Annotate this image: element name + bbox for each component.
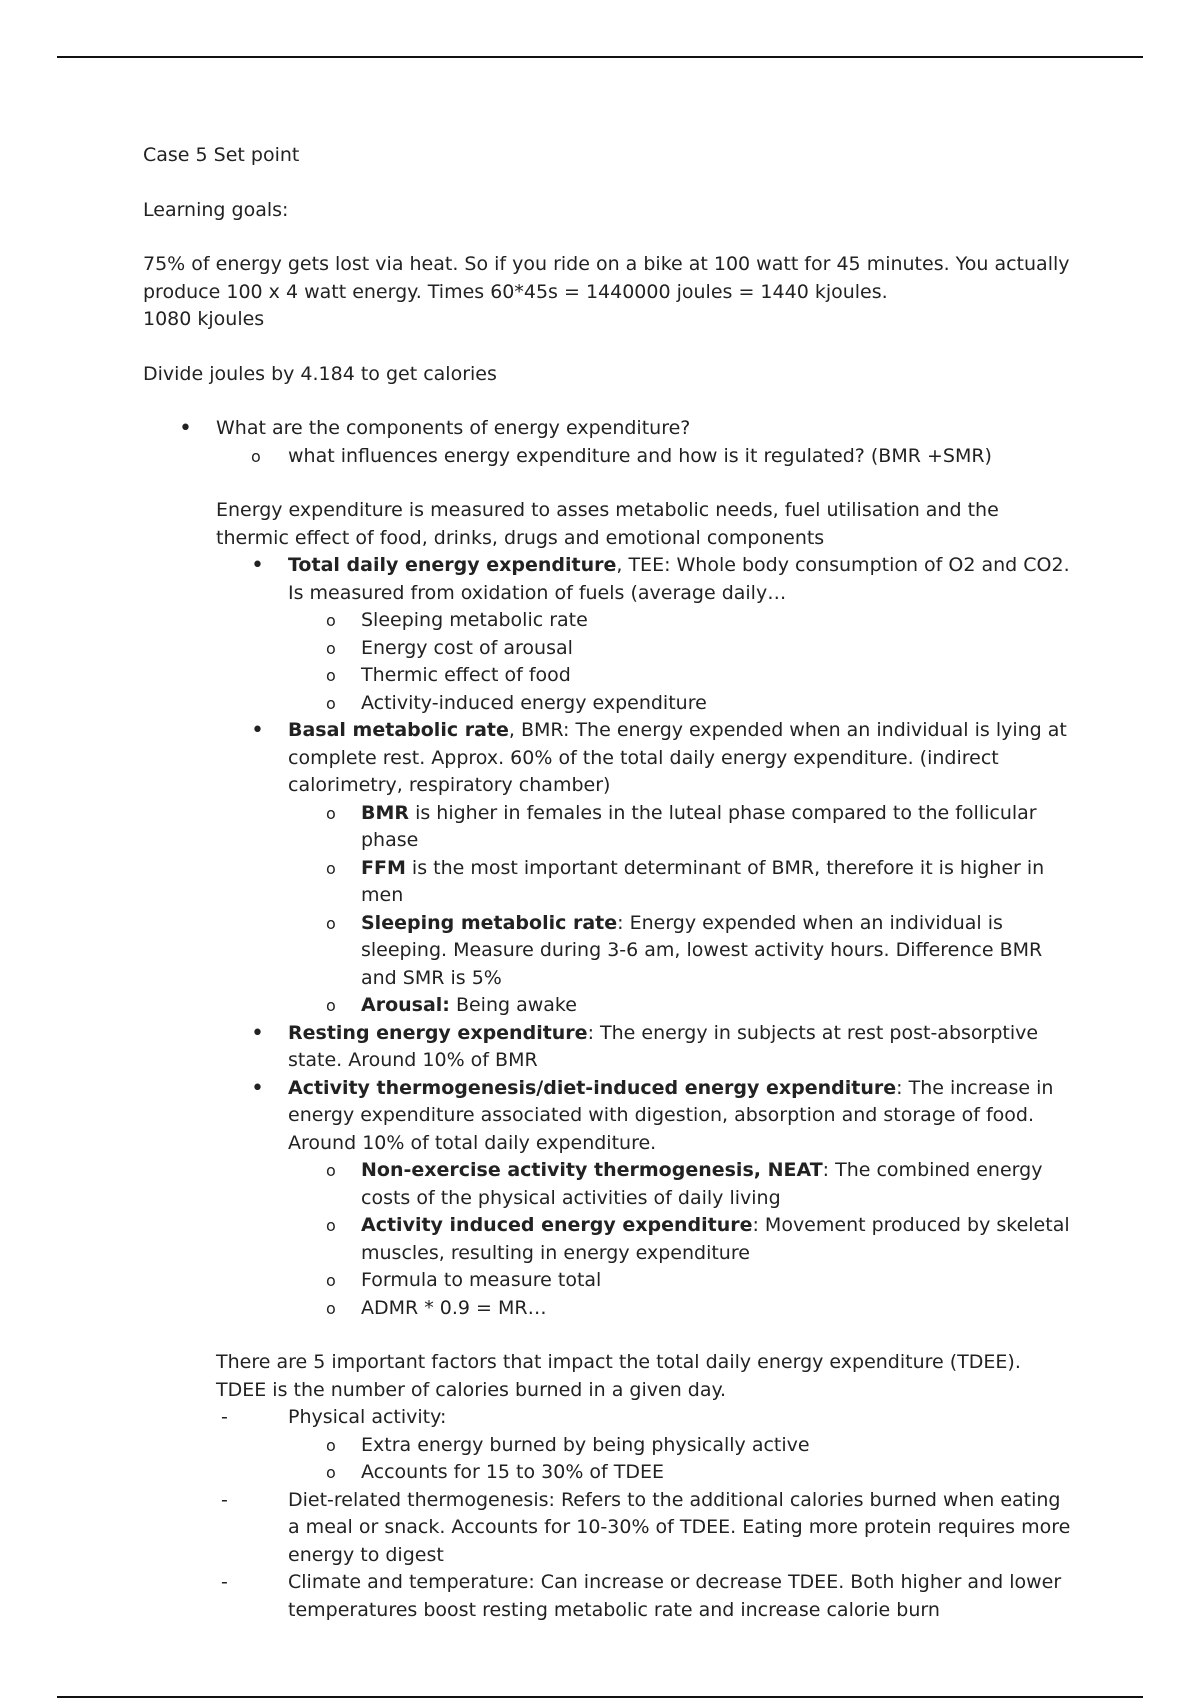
question-text: What are the components of energy expenditure? — [216, 417, 691, 439]
factor-subitem — [143, 1432, 1073, 1460]
document-body — [143, 142, 1073, 1624]
dash-marker: - — [221, 1571, 228, 1593]
bullet-marker: • — [179, 416, 192, 441]
circle-marker: o — [326, 913, 336, 933]
tee-text: , TEE: Whole body consumption of O2 and CO2. Is measured from oxidation of fuels (average daily… — [288, 554, 1070, 604]
bmr-subitem-term: Sleeping metabolic rate — [361, 911, 618, 934]
learning-goals-heading: Learning goals: — [143, 198, 289, 221]
tee-subitem — [143, 607, 1073, 635]
bmr-item — [143, 717, 1073, 800]
factor-text: Diet-related thermogenesis: Refers to the additional calories burned when eating a meal or snack. Accounts for 10-30% of TDEE. Eating more protein requires more energy to digest — [288, 1488, 1071, 1566]
circle-marker: o — [326, 996, 336, 1015]
tee-subitem — [143, 662, 1073, 690]
tee-subitem — [143, 690, 1073, 718]
bmr-text: , BMR: The energy expended when an individual is lying at complete rest. Approx. 60% of the total daily energy expenditure. (indirect calorimetry, respiratory chamber) — [288, 719, 1067, 796]
factor-item — [143, 1487, 1073, 1570]
divide-note: Divide joules by 4.184 to get calories — [143, 362, 497, 385]
factor-text: Climate and temperature: Can increase or decrease TDEE. Both higher and lower temperatures boost resting metabolic rate and increase calorie burn — [288, 1571, 1062, 1621]
circle-marker: o — [326, 1463, 336, 1482]
doc-title: Case 5 Set point — [143, 144, 300, 166]
bmr-subitem — [143, 992, 1073, 1020]
circle-marker: o — [251, 446, 261, 466]
question-subitem — [143, 443, 1073, 471]
activity-subitem — [143, 1157, 1073, 1212]
bullet-marker: • — [251, 1020, 264, 1046]
bmr-subitem-text: is the most important determinant of BMR, therefore it is higher in men — [361, 856, 1045, 906]
activity-subitem-text: ADMR * 0.9 = MR… — [361, 1296, 547, 1319]
tee-subitem-text: Energy cost of arousal — [361, 636, 573, 659]
question-subtext: what influences energy expenditure and how is it regulated? (BMR +SMR) — [288, 444, 992, 467]
dash-marker: - — [221, 1406, 228, 1428]
tee-subitem-text: Activity-induced energy expenditure — [361, 691, 707, 714]
activity-subitem — [143, 1212, 1073, 1267]
circle-marker: o — [326, 1435, 336, 1455]
circle-marker: o — [326, 1271, 336, 1290]
activity-subitem-text: : Movement produced by skeletal muscles, resulting in energy expenditure — [361, 1214, 1070, 1264]
bmr-subitem-text: : Energy expended when an individual is sleeping. Measure during 3-6 am, lowest activity hours. Difference BMR and SMR is 5% — [361, 911, 1043, 989]
circle-marker: o — [326, 1216, 336, 1235]
activity-subitem-term: Non-exercise activity thermogenesis, NEAT — [361, 1159, 823, 1181]
circle-marker: o — [326, 611, 336, 630]
ree-text: : The energy in subjects at rest post-absorptive state. Around 10% of BMR — [288, 1021, 1039, 1071]
activity-subitem — [143, 1267, 1073, 1295]
footer-rule — [57, 1696, 1143, 1698]
circle-marker: o — [326, 1298, 336, 1318]
question-item — [143, 415, 1073, 443]
bmr-subitem-term: BMR — [361, 801, 410, 824]
factor-item — [143, 1404, 1073, 1432]
tee-subitem-text: Thermic effect of food — [361, 664, 571, 686]
calc-result: 1080 kjoules — [143, 308, 265, 330]
tee-subitem — [143, 635, 1073, 663]
bmr-subitem-text: is higher in females in the luteal phase compared to the follicular phase — [361, 801, 1037, 851]
ree-item — [143, 1020, 1073, 1075]
circle-marker: o — [326, 638, 336, 658]
factor-subitem — [143, 1459, 1073, 1487]
bmr-term: Basal metabolic rate — [288, 719, 509, 741]
activity-subitem-term: Activity induced energy expenditure — [361, 1214, 753, 1236]
tee-item — [143, 552, 1073, 607]
bmr-subitem-text: Being awake — [449, 994, 577, 1016]
activity-thermogenesis-item — [143, 1075, 1073, 1158]
tdee-intro: There are 5 important factors that impact the total daily energy expenditure (TDEE). TDEE is the number of calories burned in a given day. — [216, 1351, 1021, 1401]
intro-paragraph: Energy expenditure is measured to asses metabolic needs, fuel utilisation and the thermic effect of food, drinks, drugs and emotional components — [216, 499, 999, 549]
circle-marker: o — [326, 803, 336, 823]
circle-marker: o — [326, 693, 336, 713]
activity-thermogenesis-text: : The increase in energy expenditure associated with digestion, absorption and storage of food. Around 10% of total daily expenditure. — [288, 1076, 1054, 1154]
dash-marker: - — [221, 1488, 228, 1511]
bullet-marker: • — [251, 1075, 264, 1101]
bullet-marker: • — [251, 553, 264, 578]
circle-marker: o — [326, 858, 336, 878]
circle-marker: o — [326, 1161, 336, 1180]
factor-item — [143, 1569, 1073, 1624]
ree-term: Resting energy expenditure — [288, 1021, 588, 1044]
bmr-subitem-term: Arousal: — [361, 994, 450, 1016]
activity-subitem-text: Formula to measure total — [361, 1269, 602, 1291]
bmr-subitem-term: FFM — [361, 856, 406, 879]
factor-subitem-text: Extra energy burned by being physically active — [361, 1433, 810, 1456]
activity-subitem-text: : The combined energy costs of the physical activities of daily living — [361, 1159, 1043, 1209]
tee-term: Total daily energy expenditure — [288, 554, 617, 576]
activity-subitem — [143, 1295, 1073, 1323]
header-rule — [57, 56, 1143, 58]
circle-marker: o — [326, 666, 336, 685]
bmr-subitem — [143, 800, 1073, 855]
bmr-subitem — [143, 855, 1073, 910]
tee-subitem-text: Sleeping metabolic rate — [361, 609, 588, 631]
factor-subitem-text: Accounts for 15 to 30% of TDEE — [361, 1461, 665, 1483]
activity-thermogenesis-term: Activity thermogenesis/diet-induced energy expenditure — [288, 1076, 897, 1099]
bmr-subitem — [143, 910, 1073, 993]
factor-text: Physical activity: — [288, 1406, 447, 1428]
bullet-marker: • — [251, 718, 264, 743]
calc-paragraph: 75% of energy gets lost via heat. So if you ride on a bike at 100 watt for 45 minutes. You actually produce 100 x 4 watt energy. Times 60*45s = 1440000 joules = 1440 kjoules. — [143, 253, 1070, 303]
